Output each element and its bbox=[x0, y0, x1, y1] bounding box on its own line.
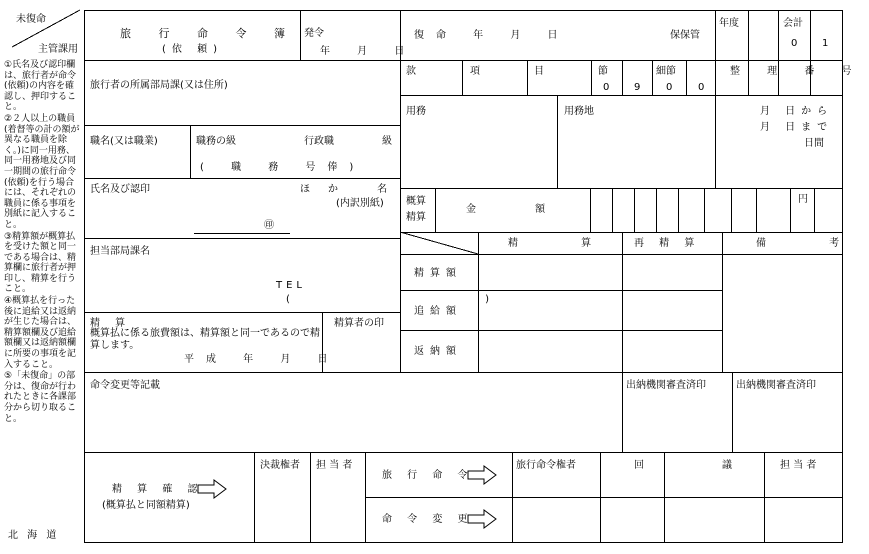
deliberation-label: 議 bbox=[722, 460, 732, 471]
period-from: 月 日から bbox=[760, 106, 834, 117]
setsu-digit: 0 bbox=[603, 82, 610, 93]
budget-moku: 目 bbox=[534, 66, 544, 77]
admin-use-label: 主管課用 bbox=[38, 44, 78, 55]
note-item: ③精算額が概算払を受けた額と同一である場合は、精算欄に旅行者が押印し、精算を行うこと。 bbox=[4, 231, 77, 295]
budget-serial: 整 理 番 号 bbox=[730, 66, 864, 77]
prefecture-label: 北 海 道 bbox=[8, 530, 60, 541]
form-title: 旅 行 命 令 簿 bbox=[120, 27, 297, 40]
department-label: 担当部局課名 bbox=[90, 246, 150, 257]
settle-confirm-label: 精 算 確 認 bbox=[112, 484, 204, 495]
settle-label: 精算 bbox=[406, 212, 426, 223]
return-date: 復命 年 月 日 bbox=[414, 30, 570, 41]
settle-note-title: 精 算 bbox=[90, 318, 132, 329]
setsu-digit: 9 bbox=[634, 82, 641, 93]
issue-label: 発令 bbox=[304, 28, 324, 39]
settle-note-body: 概算払に係る旅費額は、精算額と同一であるので精算します。 bbox=[90, 328, 320, 351]
staff-label-2: 担 当 者 bbox=[780, 460, 817, 471]
salary-step-label: ( 職 務 号俸) bbox=[200, 162, 366, 173]
affiliation-label: 旅行者の所属部局課(又は住所) bbox=[90, 80, 228, 91]
order-change-label: 命 令 変 更 bbox=[382, 514, 474, 525]
fiscal-year-label: 年度 bbox=[719, 18, 739, 29]
period-days: 日間 bbox=[804, 138, 824, 149]
budget-saisetsu: 細節 bbox=[656, 66, 676, 77]
saisetsu-digit: 0 bbox=[666, 82, 673, 93]
staff-label-1: 担 当 者 bbox=[316, 460, 353, 471]
job-title-label: 職名(又は職業) bbox=[90, 136, 158, 147]
settle-note-date: 平成 年 月 日 bbox=[184, 354, 340, 365]
yen-label: 円 bbox=[798, 194, 808, 205]
accounting-code: 0 bbox=[791, 38, 798, 49]
tel-paren: ( ) bbox=[286, 294, 585, 305]
unreturned-label: 未復命 bbox=[16, 14, 46, 25]
grade-unit-label: 級 bbox=[382, 136, 392, 147]
job-grade-label: 職務の級 bbox=[196, 136, 236, 147]
note-item: ④概算払を行った後に追給又は返納が生じた場合は、精算額欄及び追給額欄又は返納額欄に所要の事項を記入すること。 bbox=[4, 296, 77, 370]
duty-label: 用務 bbox=[406, 106, 426, 117]
settled-amount-row: 精算額 bbox=[414, 268, 462, 279]
audit-seal-label-1: 出納機関審査済印 bbox=[626, 380, 706, 391]
seal-mark: ㊞ bbox=[264, 220, 274, 231]
audit-seal-label-2: 出納機関審査済印 bbox=[736, 380, 816, 391]
circulation-label: 回 bbox=[634, 460, 644, 471]
budget-kan: 款 bbox=[406, 66, 416, 77]
accounting-code: 1 bbox=[822, 38, 829, 49]
form-subtitle: (依 頼) bbox=[162, 44, 223, 55]
others-count-label: ほか 名 bbox=[300, 184, 406, 195]
settler-seal-label: 精算者の印 bbox=[334, 318, 384, 329]
travel-order-label: 旅 行 命 令 bbox=[382, 470, 474, 481]
name-seal-label: 氏名及び認印 bbox=[90, 184, 150, 195]
accounting-label: 会計 bbox=[783, 18, 803, 29]
note-item: ①氏名及び認印欄は、旅行者が命令(依頼)の内容を確認し、押印すること。 bbox=[4, 60, 77, 113]
amount-label: 金 額 bbox=[466, 204, 574, 215]
issue-date: 年 月 日 bbox=[320, 46, 417, 57]
instructions-notes bbox=[4, 60, 80, 425]
resettle-column-header: 再 精 算 bbox=[634, 238, 701, 249]
saisetsu-digit: 0 bbox=[698, 82, 705, 93]
approver-label: 決裁権者 bbox=[260, 460, 300, 471]
change-record-label: 命令変更等記載 bbox=[90, 380, 160, 391]
tel-label: TEL bbox=[276, 280, 306, 291]
period-to: 月 日まで bbox=[760, 122, 834, 133]
note-item: ⑤「未復命」の部分は、復命が行われたときに各課部分から切り取ること。 bbox=[4, 371, 77, 424]
order-authority-label: 旅行命令権者 bbox=[516, 460, 576, 471]
advance-label: 概算 bbox=[406, 196, 426, 207]
remarks-column-header: 備 考 bbox=[756, 238, 869, 249]
budget-setsu: 節 bbox=[598, 66, 608, 77]
breakdown-label: (内訳別紙) bbox=[336, 198, 384, 209]
admin-track-label: 行政職 bbox=[304, 136, 334, 147]
refund-row: 返納額 bbox=[414, 346, 462, 357]
duty-place-label: 用務地 bbox=[564, 106, 594, 117]
budget-kou: 項 bbox=[470, 66, 480, 77]
settle-column-header: 精 算 bbox=[508, 238, 622, 249]
note-item: ②２人以上の職員(着督等の計の額が異なる職員を除く。)に同一用務、同一用務地及び同一期間の旅行命令(依頼)を行う場合には、それぞれの職員に係る事項を別紙に記入すること。 bbox=[4, 113, 80, 230]
retention-label: 保保管 bbox=[670, 30, 700, 41]
additional-pay-row: 追給額 bbox=[414, 306, 462, 317]
settle-confirm-sub: (概算払と同額精算) bbox=[102, 500, 190, 511]
